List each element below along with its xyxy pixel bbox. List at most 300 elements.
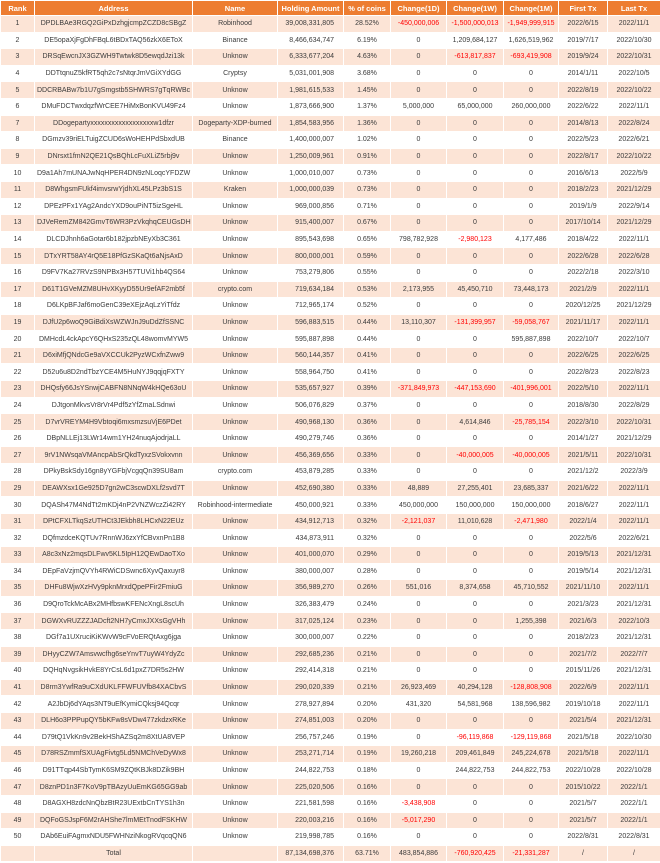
name-cell: Unknow [193,729,278,746]
change-1w-cell: 0 [447,364,504,381]
last-tx-cell: 2022/11/1 [608,497,660,514]
change-1m-cell: -59,058,767 [504,314,559,331]
pct-cell: 0.24% [344,596,391,613]
name-cell: Unknow [193,613,278,630]
rank-cell: 27 [1,447,35,464]
table-row [1,314,660,331]
change-1w-cell: 244,822,753 [447,762,504,779]
address-cell: D8AGXH8zdcNnQbzBtR23UExtbCnTYS1h3n [35,795,193,812]
first-tx-cell: 2021/12/2 [559,464,608,481]
rank-cell: 13 [1,215,35,232]
change-1w-cell: 209,461,849 [447,746,504,763]
pct-cell: 0.52% [344,298,391,315]
change-1w-cell: -760,920,425 [447,845,504,862]
address-cell: DGWXvRUZZZJADcft2NH7yCmxJXXsGgVHh [35,613,193,630]
name-cell: Unknow [193,547,278,564]
change-1d-cell: 450,000,000 [391,497,447,514]
last-tx-cell: 2022/10/3 [608,613,660,630]
pct-cell: 0.32% [344,513,391,530]
holding-amount-cell: 292,414,318 [278,663,344,680]
change-1w-cell: 0 [447,530,504,547]
first-tx-cell: 2022/6/15 [559,16,608,33]
change-1d-cell: 0 [391,364,447,381]
first-tx-cell: 2021/11/10 [559,580,608,597]
change-1m-cell: 0 [504,181,559,198]
holding-amount-cell: 401,000,070 [278,547,344,564]
name-cell: Cryptsy [193,65,278,82]
name-cell: Unknow [193,248,278,265]
change-1w-cell: 150,000,000 [447,497,504,514]
name-cell: Unknow [193,795,278,812]
name-cell: Unknow [193,347,278,364]
name-cell: Unknow [193,596,278,613]
change-1d-cell: 0 [391,32,447,49]
name-cell: Robinhood [193,16,278,33]
last-tx-cell: 2022/11/1 [608,696,660,713]
change-1w-cell: -2,980,123 [447,231,504,248]
address-cell: D9FV7Ka27RVzS9NPBx3H57TUVi1hb4QS64 [35,264,193,281]
name-cell: Unknow [193,231,278,248]
pct-cell: 0.33% [344,464,391,481]
address-cell: 9rV1NWsqaVMAncpAbSrQkdTyxzSVokxvnn [35,447,193,464]
change-1m-cell: -2,471,980 [504,513,559,530]
change-1w-cell: 0 [447,347,504,364]
change-1d-cell: 0 [391,547,447,564]
rank-cell: 35 [1,580,35,597]
first-tx-cell: 2021/3/23 [559,596,608,613]
rank-cell: 31 [1,513,35,530]
change-1d-cell: 0 [391,148,447,165]
name-cell: Unknow [193,679,278,696]
address-cell: DPEzPFx1YAg2AndcYXD9ouPiNT5izSgeHL [35,198,193,215]
change-1d-cell: 0 [391,646,447,663]
last-tx-cell: 2022/11/1 [608,480,660,497]
name-cell: Unknow [193,563,278,580]
change-1m-cell: -40,000,005 [504,447,559,464]
last-tx-cell: 2022/11/1 [608,281,660,298]
pct-cell: 0.20% [344,696,391,713]
pct-cell: 1.37% [344,98,391,115]
pct-cell: 0.39% [344,381,391,398]
holding-amount-cell: 1,981,615,533 [278,82,344,99]
pct-cell: 0.16% [344,812,391,829]
name-cell: Unknow [193,629,278,646]
column-header-change-1m: Change(1M) [504,1,559,16]
rank-cell: 47 [1,779,35,796]
change-1m-cell: 0 [504,132,559,149]
change-1w-cell: -1,500,000,013 [447,16,504,33]
holding-amount-cell: 5,031,001,908 [278,65,344,82]
holding-amount-cell: 490,968,130 [278,414,344,431]
change-1m-cell: 45,710,552 [504,580,559,597]
pct-cell: 0.19% [344,729,391,746]
address-cell: DHFu8WjwXzHVy9pknMrxdQpePFir2FmiuG [35,580,193,597]
table-row [1,414,660,431]
pct-cell: 1.36% [344,115,391,132]
change-1m-cell: 0 [504,629,559,646]
holding-amount-cell: 220,003,216 [278,812,344,829]
holding-amount-cell: 452,690,380 [278,480,344,497]
total-row [1,845,660,862]
column-header-rank: Rank [1,1,35,16]
last-tx-cell: 2022/10/22 [608,148,660,165]
last-tx-cell: 2021/12/29 [608,181,660,198]
change-1d-cell: 0 [391,347,447,364]
change-1d-cell: 0 [391,596,447,613]
rank-cell [1,845,35,862]
address-cell: DJVeRemZM842GmvT6WR3PzVkqhqCEUGsDH [35,215,193,232]
table-row [1,231,660,248]
change-1d-cell: -371,849,973 [391,381,447,398]
table-row [1,712,660,729]
address-cell: D8WhgsmFUkf4imvsrwYjdhXL45LPz3bS1S [35,181,193,198]
first-tx-cell: 2018/8/30 [559,397,608,414]
holding-amount-cell: 1,250,009,961 [278,148,344,165]
name-cell: Unknow [193,215,278,232]
pct-cell: 28.52% [344,16,391,33]
table-row [1,165,660,182]
rank-cell: 28 [1,464,35,481]
last-tx-cell: 2022/9/14 [608,198,660,215]
last-tx-cell: 2022/11/1 [608,381,660,398]
first-tx-cell: 2016/6/13 [559,165,608,182]
change-1m-cell: 0 [504,165,559,182]
change-1m-cell: 0 [504,264,559,281]
first-tx-cell: 2019/5/14 [559,563,608,580]
first-tx-cell: 2021/6/22 [559,480,608,497]
change-1w-cell: -40,000,005 [447,447,504,464]
column-header-name: Name [193,1,278,16]
first-tx-cell: 2022/8/19 [559,82,608,99]
change-1w-cell: 0 [447,298,504,315]
name-cell: Binance [193,132,278,149]
change-1d-cell: 19,260,218 [391,746,447,763]
first-tx-cell: 2022/5/10 [559,381,608,398]
change-1d-cell: 551,016 [391,580,447,597]
pct-cell: 0.73% [344,181,391,198]
change-1d-cell: 0 [391,530,447,547]
holding-amount-cell: 256,757,246 [278,729,344,746]
rank-cell: 38 [1,629,35,646]
change-1w-cell: 0 [447,613,504,630]
last-tx-cell: 2022/8/29 [608,397,660,414]
change-1m-cell: 595,887,898 [504,331,559,348]
name-cell: Unknow [193,314,278,331]
first-tx-cell: 2014/1/27 [559,430,608,447]
address-cell: D52u6u8D2ndTbzYCE4M5HuNYJ9qqjqFXTY [35,364,193,381]
rank-cell: 32 [1,530,35,547]
address-cell: DDCRBABw7b1U7gSmgstb5SHWRS7gTqRWBc [35,82,193,99]
table-row [1,198,660,215]
table-row [1,248,660,265]
pct-cell: 0.33% [344,480,391,497]
last-tx-cell: 2021/12/29 [608,298,660,315]
change-1d-cell: 0 [391,165,447,182]
change-1d-cell: 0 [391,729,447,746]
change-1w-cell: 65,000,000 [447,98,504,115]
name-cell: Unknow [193,397,278,414]
change-1w-cell: -613,817,837 [447,49,504,66]
holding-amount-cell: 1,873,666,900 [278,98,344,115]
last-tx-cell: 2022/10/7 [608,331,660,348]
address-cell: DLH6o3PPPupQY5bKFw8sVDw477zkdzxRKe [35,712,193,729]
pct-cell: 0.18% [344,762,391,779]
pct-cell: 0.71% [344,198,391,215]
holding-amount-cell: 6,333,677,204 [278,49,344,66]
pct-cell: 3.68% [344,65,391,82]
pct-cell: 1.45% [344,82,391,99]
change-1d-cell: 0 [391,613,447,630]
name-cell: Unknow [193,480,278,497]
holding-amount-cell: 356,989,270 [278,580,344,597]
last-tx-cell: 2022/10/28 [608,762,660,779]
change-1m-cell: -25,785,154 [504,414,559,431]
name-cell: Unknow [193,829,278,846]
table-row [1,132,660,149]
holding-amount-cell: 915,400,007 [278,215,344,232]
rank-cell: 36 [1,596,35,613]
rank-cell: 5 [1,82,35,99]
address-cell: DBpNLLEj13LWr14wm1YH24nuqAjodrjaLL [35,430,193,447]
change-1d-cell: 0 [391,132,447,149]
address-cell: D8rm3YwfRa9uCXdUKLFFWFUVfb84XACbvS [35,679,193,696]
pct-cell: 0.44% [344,314,391,331]
rank-cell: 24 [1,397,35,414]
first-tx-cell: 2015/11/26 [559,663,608,680]
table-row [1,264,660,281]
table-row [1,812,660,829]
change-1d-cell: -3,438,908 [391,795,447,812]
change-1w-cell: 0 [447,596,504,613]
holding-amount-cell: 292,685,236 [278,646,344,663]
last-tx-cell: 2022/10/22 [608,82,660,99]
address-cell: DPDLBAe3RGQ2GiPxDzhgjcmpZCZD8cSBgZ [35,16,193,33]
change-1m-cell: 1,626,519,962 [504,32,559,49]
table-row [1,364,660,381]
change-1w-cell: -131,399,957 [447,314,504,331]
rank-cell: 1 [1,16,35,33]
last-tx-cell: 2021/12/31 [608,629,660,646]
table-row [1,547,660,564]
last-tx-cell: 2022/11/1 [608,314,660,331]
holding-amount-cell: 453,879,285 [278,464,344,481]
name-cell: Unknow [193,779,278,796]
holding-amount-cell: 225,020,506 [278,779,344,796]
name-cell [193,845,278,862]
last-tx-cell: 2022/11/1 [608,231,660,248]
last-tx-cell: 2022/10/31 [608,414,660,431]
change-1m-cell: -21,331,287 [504,845,559,862]
name-cell: Unknow [193,165,278,182]
rank-cell: 3 [1,49,35,66]
table-row [1,464,660,481]
name-cell: Unknow [193,331,278,348]
name-cell: Unknow [193,264,278,281]
pct-cell: 0.67% [344,215,391,232]
holding-amount-cell: 434,912,713 [278,513,344,530]
rank-cell: 44 [1,729,35,746]
last-tx-cell: 2022/3/10 [608,264,660,281]
change-1d-cell: 431,320 [391,696,447,713]
pct-cell: 1.02% [344,132,391,149]
change-1m-cell: 0 [504,397,559,414]
first-tx-cell: 2022/5/6 [559,530,608,547]
first-tx-cell: 2019/7/17 [559,32,608,49]
change-1m-cell: 73,448,173 [504,281,559,298]
holding-amount-cell: 8,466,634,747 [278,32,344,49]
change-1m-cell: 0 [504,430,559,447]
last-tx-cell: 2022/6/28 [608,248,660,265]
column-header-pct-of-coins: % of coins [344,1,391,16]
change-1d-cell: 0 [391,430,447,447]
change-1d-cell: 0 [391,331,447,348]
table-row [1,497,660,514]
change-1w-cell: 0 [447,430,504,447]
pct-cell: 0.26% [344,580,391,597]
first-tx-cell: 2018/4/22 [559,231,608,248]
address-cell: DAb6EuiFAgmxNDU5FWHNziNkogRVqcqQN6 [35,829,193,846]
change-1w-cell: 0 [447,331,504,348]
pct-cell: 0.21% [344,663,391,680]
rank-cell: 29 [1,480,35,497]
last-tx-cell: 2022/1/1 [608,779,660,796]
table-row [1,430,660,447]
last-tx-cell: 2022/10/31 [608,447,660,464]
last-tx-cell: 2022/10/31 [608,49,660,66]
holding-amount-cell: 595,887,898 [278,331,344,348]
table-row [1,16,660,33]
first-tx-cell: 2014/8/13 [559,115,608,132]
change-1m-cell: 0 [504,248,559,265]
holding-amount-cell: 712,965,174 [278,298,344,315]
pct-cell: 0.19% [344,746,391,763]
change-1d-cell: -2,121,037 [391,513,447,530]
last-tx-cell: 2022/3/9 [608,464,660,481]
pct-cell: 6.19% [344,32,391,49]
change-1m-cell: -693,419,908 [504,49,559,66]
holding-amount-cell: 450,000,921 [278,497,344,514]
first-tx-cell: 2022/8/23 [559,364,608,381]
last-tx-cell: 2022/11/1 [608,679,660,696]
table-row [1,795,660,812]
pct-cell: 0.37% [344,397,391,414]
name-cell: crypto.com [193,464,278,481]
change-1w-cell: -96,119,868 [447,729,504,746]
name-cell: Unknow [193,712,278,729]
pct-cell: 0.59% [344,248,391,265]
holding-amount-cell: 326,383,479 [278,596,344,613]
first-tx-cell: 2022/6/9 [559,679,608,696]
holding-amount-cell: 560,144,357 [278,347,344,364]
change-1m-cell: 0 [504,795,559,812]
holding-amount-cell: 300,000,007 [278,629,344,646]
rank-cell: 26 [1,430,35,447]
change-1m-cell: 0 [504,547,559,564]
last-tx-cell: 2022/10/5 [608,65,660,82]
rank-cell: 22 [1,364,35,381]
last-tx-cell: / [608,845,660,862]
address-cell: DGf7a1UXruciKiKWvW9cFVoERQtAxg6jga [35,629,193,646]
change-1d-cell: 0 [391,779,447,796]
rank-cell: 6 [1,98,35,115]
holding-amount-cell: 87,134,698,376 [278,845,344,862]
first-tx-cell: 2022/1/4 [559,513,608,530]
rank-cell: 17 [1,281,35,298]
first-tx-cell: 2018/2/23 [559,181,608,198]
pct-cell: 0.91% [344,148,391,165]
pct-cell: 0.21% [344,646,391,663]
holding-amount-cell: 1,000,010,007 [278,165,344,182]
pct-cell: 0.22% [344,629,391,646]
table-row [1,663,660,680]
address-cell: DHQsfy66JsYSnwjCABFN8NNqW4kHQe63oU [35,381,193,398]
table-row [1,32,660,49]
pct-cell: 0.36% [344,430,391,447]
name-cell: Binance [193,32,278,49]
holding-amount-cell: 800,000,001 [278,248,344,265]
pct-cell: 0.28% [344,563,391,580]
holding-amount-cell: 317,025,124 [278,613,344,630]
rank-cell: 45 [1,746,35,763]
change-1m-cell: 1,255,398 [504,613,559,630]
pct-cell: 0.16% [344,779,391,796]
change-1w-cell: 45,450,710 [447,281,504,298]
address-cell: D91TTqp44SbTymK6SM9ZQtKBJk8DZik9BH [35,762,193,779]
last-tx-cell: 2022/7/7 [608,646,660,663]
last-tx-cell: 2021/12/31 [608,663,660,680]
change-1m-cell: 0 [504,712,559,729]
change-1d-cell: 0 [391,447,447,464]
change-1d-cell: 0 [391,49,447,66]
last-tx-cell: 2022/10/30 [608,32,660,49]
address-cell: D79tQ1VkKn9v2BekHShAZSq2m8XtUA8VEP [35,729,193,746]
first-tx-cell: 2022/8/31 [559,829,608,846]
change-1m-cell: 0 [504,779,559,796]
pct-cell: 0.33% [344,497,391,514]
address-cell: DQfmzdceKQTUv7RnnWJ6zxYfCBvxnPn1B8 [35,530,193,547]
change-1m-cell: 0 [504,198,559,215]
address-cell: DEpFaVzjmQVYh4RWiCDSwnc6XyvQaxuyr8 [35,563,193,580]
address-cell: DJfU2p6woQ9GiBdiXsWZWJnJ9uDdZfSSNC [35,314,193,331]
last-tx-cell: 2022/5/9 [608,165,660,182]
holding-amount-cell: 558,964,750 [278,364,344,381]
address-cell: DPkyBskSdy16gn8yYGFbjVcgqQn39SU8am [35,464,193,481]
rank-cell: 42 [1,696,35,713]
pct-cell: 0.65% [344,231,391,248]
change-1m-cell: -1,949,999,915 [504,16,559,33]
change-1w-cell: 0 [447,646,504,663]
first-tx-cell: 2021/7/2 [559,646,608,663]
change-1d-cell: 0 [391,414,447,431]
holding-amount-cell: 278,927,894 [278,696,344,713]
table-body [1,16,660,862]
name-cell: Dogeparty-XDP-burned [193,115,278,132]
rank-cell: 43 [1,712,35,729]
change-1w-cell: 0 [447,397,504,414]
change-1w-cell: 0 [447,829,504,846]
change-1w-cell: 54,581,968 [447,696,504,713]
first-tx-cell: 2022/6/28 [559,248,608,265]
last-tx-cell: 2021/12/29 [608,215,660,232]
address-cell: D6xiMfjQNdcGe9aVXCCUk2PyzWCxfnZww9 [35,347,193,364]
address-cell: DEAWXsx1Ge925D7gn2wC3scwDXLf2svd7T [35,480,193,497]
change-1w-cell: 0 [447,712,504,729]
rank-cell: 50 [1,829,35,846]
holding-amount-cell: 490,279,746 [278,430,344,447]
first-tx-cell: 2014/1/11 [559,65,608,82]
last-tx-cell: 2022/1/1 [608,795,660,812]
last-tx-cell: 2021/12/31 [608,563,660,580]
